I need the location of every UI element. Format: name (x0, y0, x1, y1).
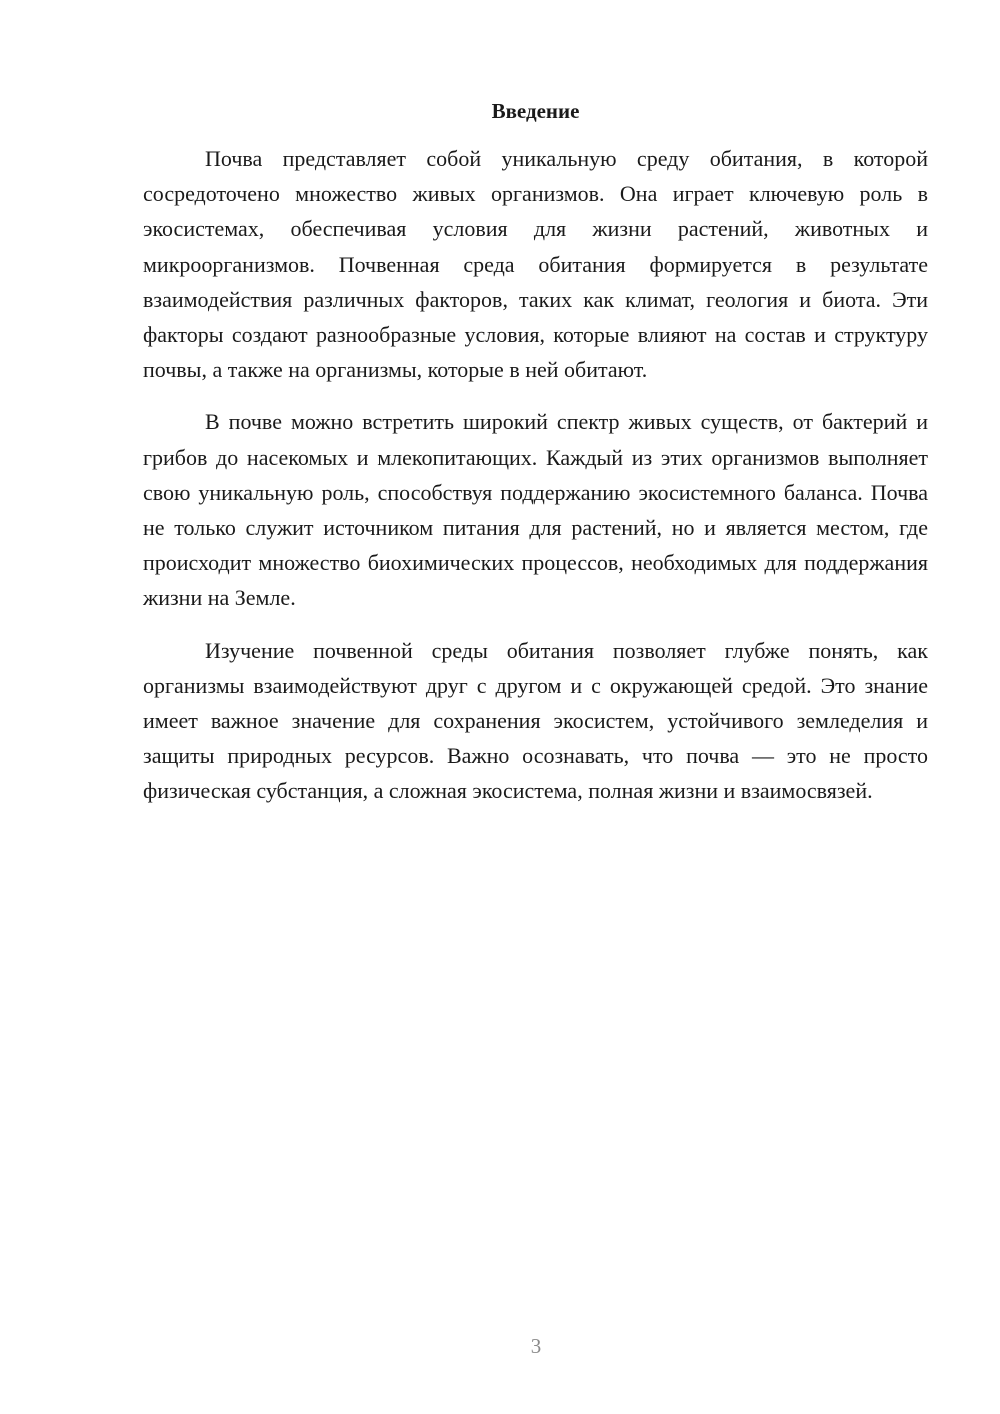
body-text (143, 141, 928, 826)
paragraph: В почве можно встретить широкий спектр живых существ, от бактерий и грибов до насекомых и млекопитающих. Каждый из этих организмов выполняет свою уникальную роль, способствуя поддержанию экосистемного баланса. Почва не только служит источником питания для растений, но и является местом, где происходит множество биохимических процессов, необходимых для поддержания жизни на Земле. (143, 409, 928, 611)
paragraph: Почва представляет собой уникальную среду обитания, в которой сосредоточено множество живых организмов. Она играет ключевую роль в экосистемах, обеспечивая условия для жизни растений, животных и микроорганизмов. Почвенная среда обитания формируется в результате взаимодействия различных факторов, таких как климат, геология и биота. Эти факторы создают разнообразные условия, которые влияют на состав и структуру почвы, а также на организмы, которые в ней обитают. (143, 146, 928, 383)
paragraph: Изучение почвенной среды обитания позволяет глубже понять, как организмы взаимодействуют друг с другом и с окружающей средой. Это знание имеет важное значение для сохранения экосистем, устойчивого земледелия и защиты природных ресурсов. Важно осознавать, что почва — это не просто физическая субстанция, а сложная экосистема, полная жизни и взаимосвязей. (143, 637, 928, 804)
page-number: 3 (530, 1334, 542, 1358)
section-heading: Введение (491, 99, 580, 123)
